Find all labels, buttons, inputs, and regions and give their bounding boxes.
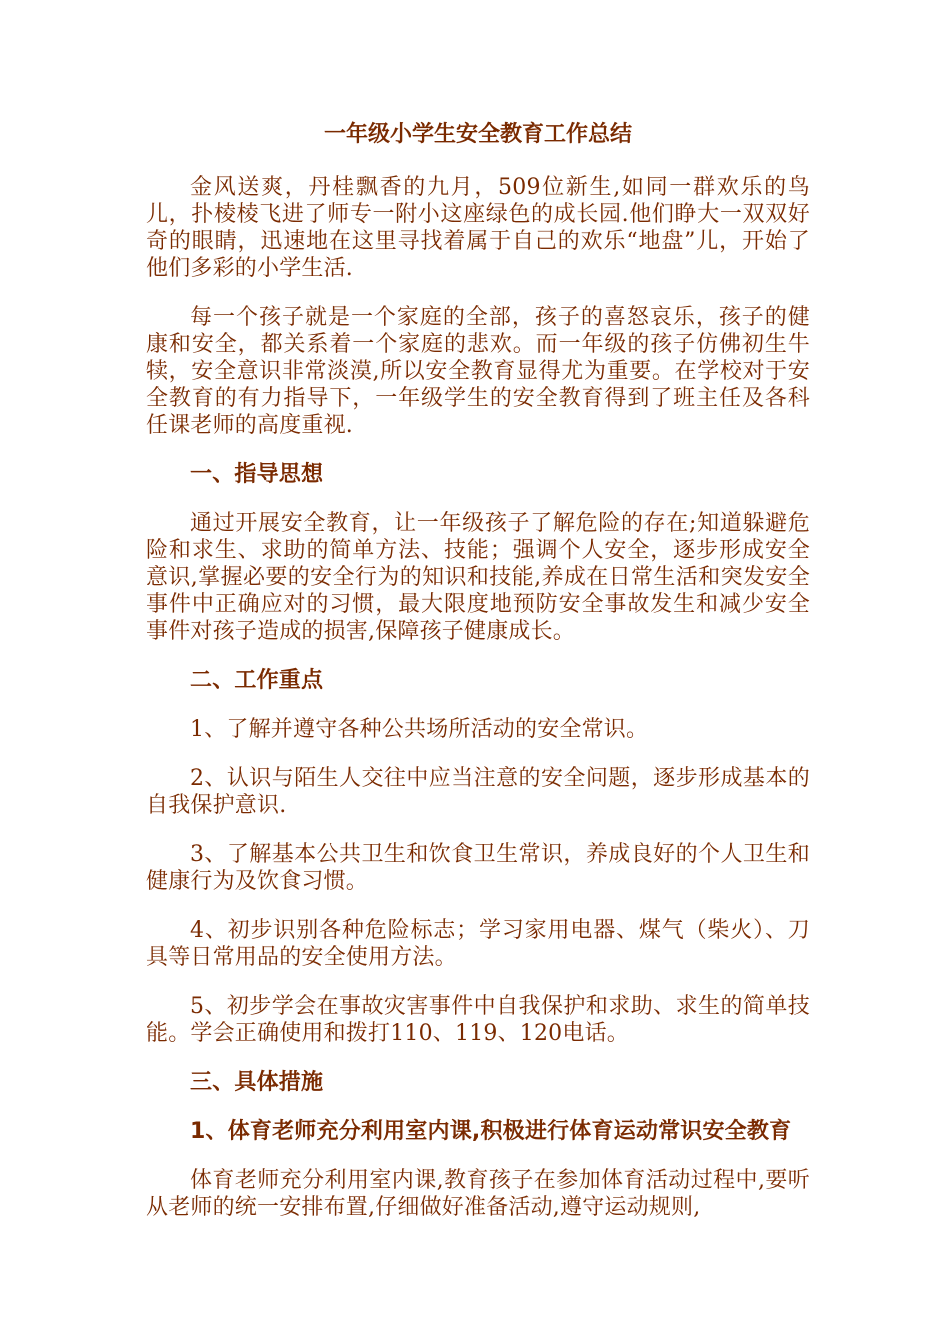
measures-sub-heading-1: 1、体育老师充分利用室内课,积极进行体育运动常识安全教育	[190, 1119, 792, 1144]
measures-paragraph-1: 体育老师充分利用室内课,教育孩子在参加体育活动过程中,要听从老师的统一安排布置,仔细做好准备活动,遵守运动规则,	[146, 1168, 810, 1220]
section-heading-guiding-thought: 一、指导思想	[190, 462, 324, 487]
section-heading-work-focus: 二、工作重点	[190, 668, 324, 693]
work-focus-item-1: 1、了解并遵守各种公共场所活动的安全常识。	[190, 717, 649, 742]
work-focus-item-4: 4、初步识别各种危险标志；学习家用电器、煤气（柴火）、刀具等日常用品的安全使用方法。	[146, 918, 810, 970]
section-heading-measures: 三、具体措施	[190, 1070, 324, 1095]
intro-paragraph-2: 每一个孩子就是一个家庭的全部，孩子的喜怒哀乐，孩子的健康和安全，都关系着一个家庭的悲欢。而一年级的孩子仿佛初生牛犊，安全意识非常淡漠,所以安全教育显得尤为重要。在学校对于安全教育的有力指导下，一年级学生的安全教育得到了班主任及各科任课老师的高度重视.	[146, 305, 810, 438]
work-focus-item-3: 3、了解基本公共卫生和饮食卫生常识，养成良好的个人卫生和健康行为及饮食习惯。	[146, 842, 810, 894]
intro-paragraph-1: 金风送爽，丹桂飘香的九月，509位新生,如同一群欢乐的鸟儿，扑棱棱飞进了师专一附小这座绿色的成长园.他们睁大一双双好奇的眼睛，迅速地在这里寻找着属于自己的欢乐“地盘”儿，开始了他们多彩的小学生活.	[146, 175, 810, 281]
document-page	[146, 118, 810, 1243]
section-paragraph-guiding-thought: 通过开展安全教育，让一年级孩子了解危险的存在;知道躲避危险和求生、求助的简单方法、技能；强调个人安全，逐步形成安全意识,掌握必要的安全行为的知识和技能,养成在日常生活和突发安全事件中正确应对的习惯，最大限度地预防安全事故发生和减少安全事件对孩子造成的损害,保障孩子健康成长。	[146, 511, 810, 644]
document-title: 一年级小学生安全教育工作总结	[323, 122, 632, 147]
work-focus-item-5: 5、初步学会在事故灾害事件中自我保护和求助、求生的简单技能。学会正确使用和拨打110、119、120电话。	[146, 994, 810, 1046]
work-focus-item-2: 2、认识与陌生人交往中应当注意的安全问题，逐步形成基本的自我保护意识.	[146, 766, 810, 818]
